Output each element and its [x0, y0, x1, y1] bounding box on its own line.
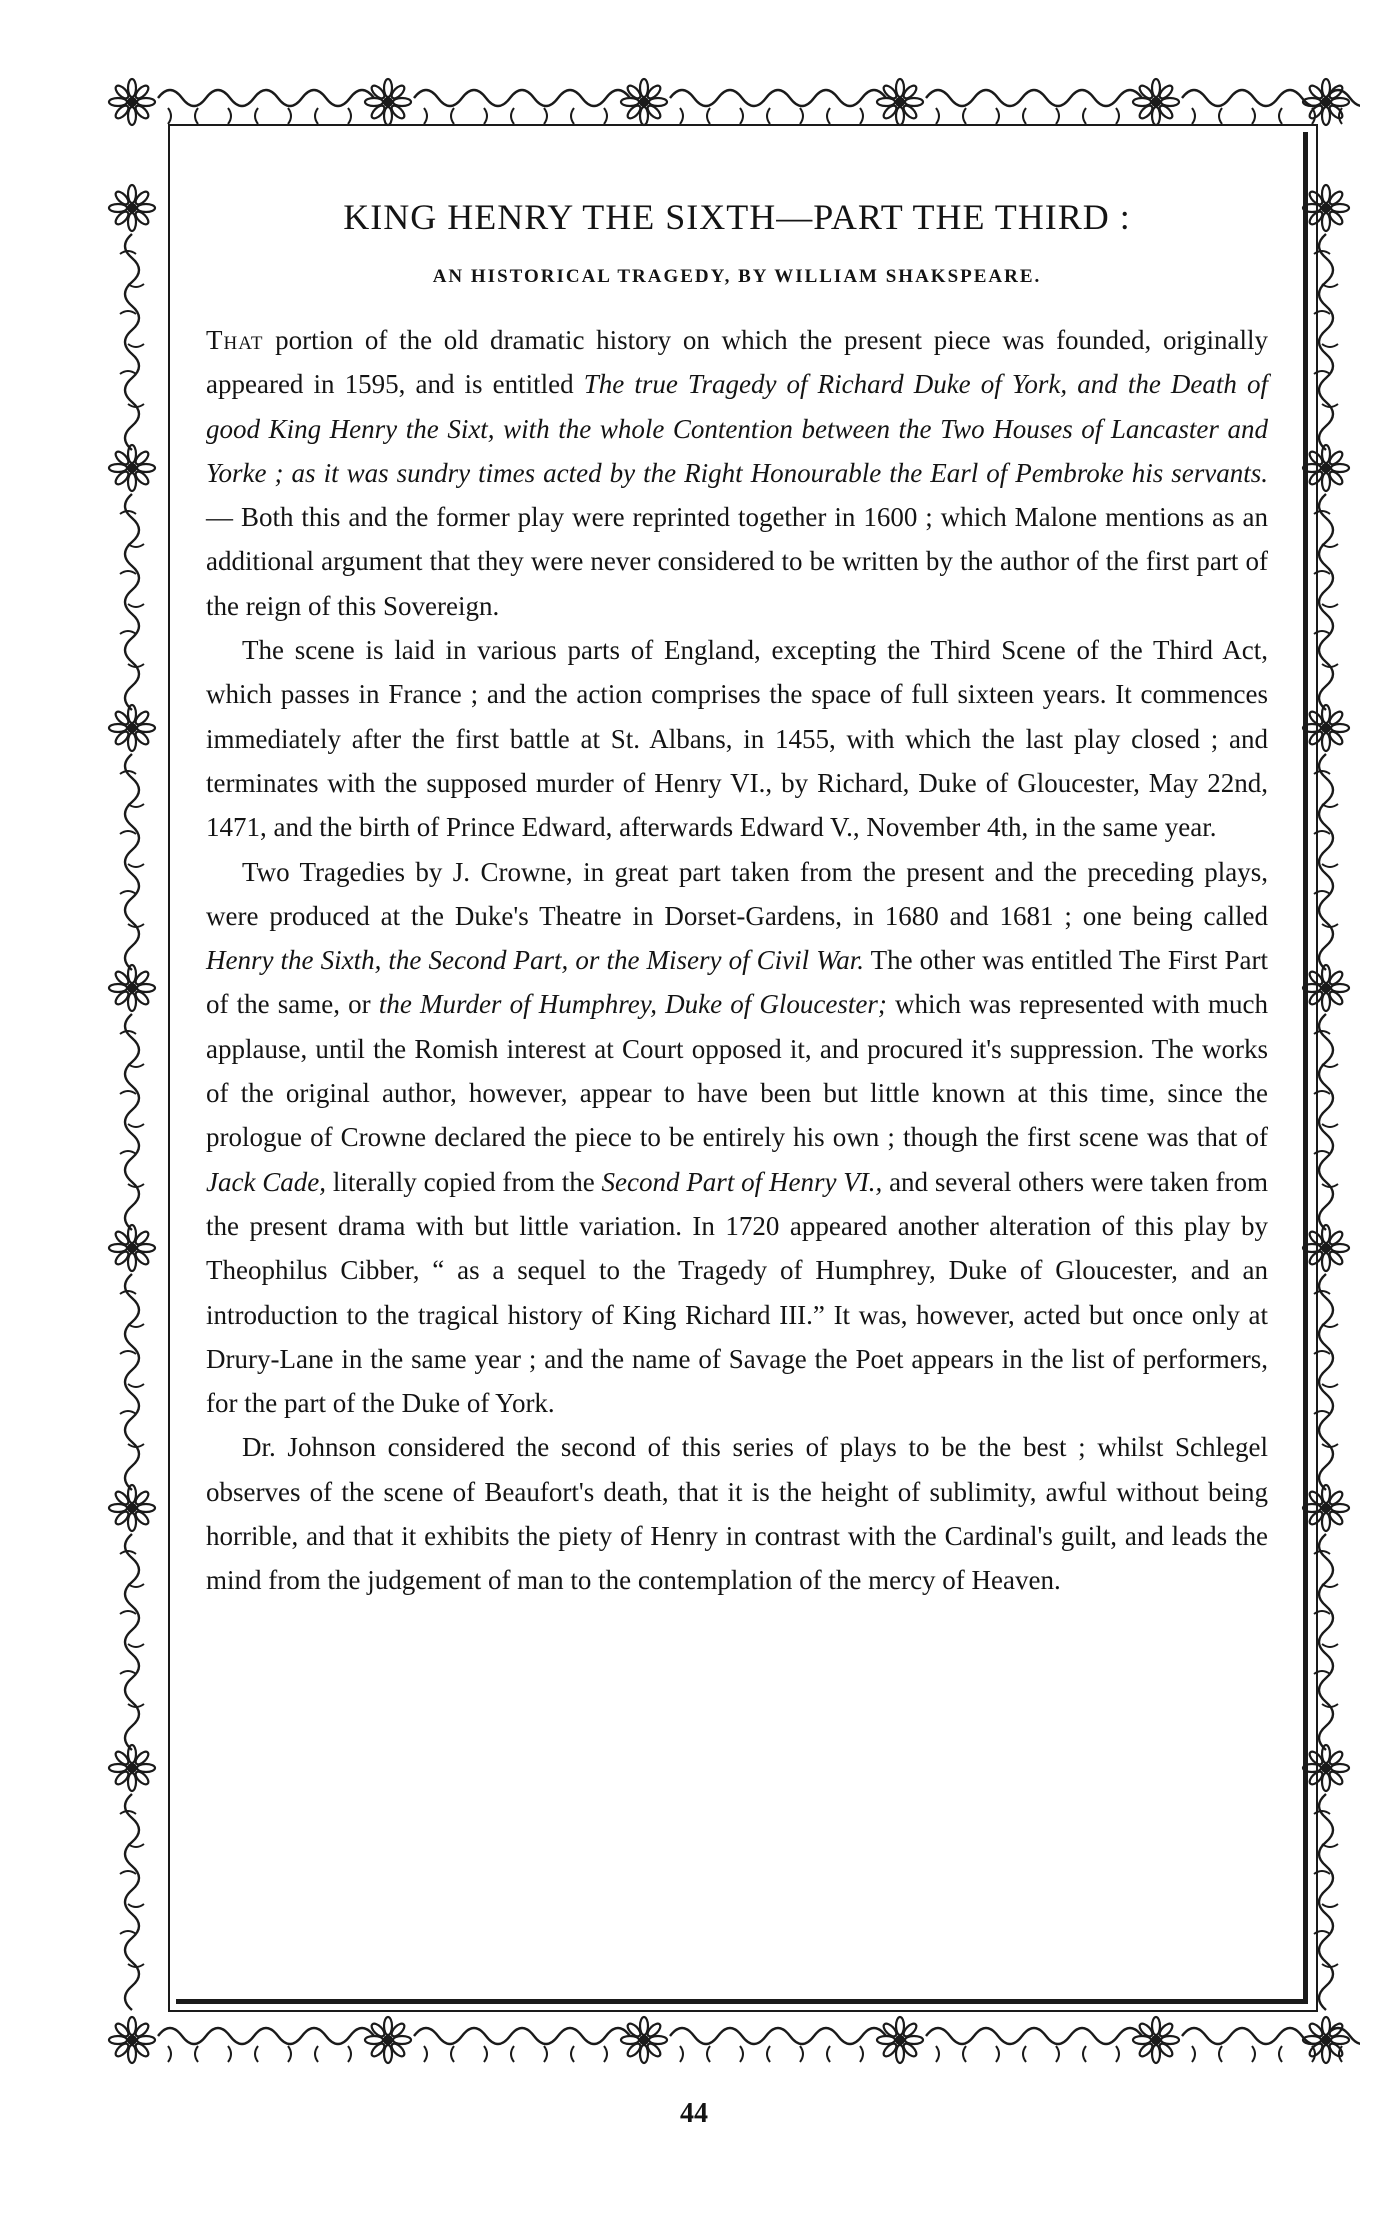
- paragraph-1-text-a: portion of the old dramatic history on which the present piece was founded, originally appeared in 1595, and is entitled: [206, 325, 1268, 400]
- paragraph-3-italic-b: the Murder of Humphrey, Duke of Gloucester;: [378, 989, 887, 1020]
- page-number: 44: [680, 2098, 708, 2129]
- paragraph-3-text-a: Two Tragedies by J. Crowne, in great part taken from the present and the preceding plays, were produced at the Duke's Theatre in Dorset-Gardens, in 1680 and 1681 ; one being called: [206, 856, 1268, 931]
- paragraph-4: Dr. Johnson considered the second of this series of plays to be the best ; whilst Schlegel observes of the scene of Beaufort's death, that it is the height of sublimity, awful without being horrible, and that it exhibits the piety of Henry in contrast with the Cardinal's guilt, and leads the mind from the judgement of man to the contemplation of the mercy of Heaven.: [206, 1432, 1268, 1596]
- rosette-scroll-border-icon: [98, 68, 166, 2074]
- text-block: [206, 196, 1268, 1603]
- paragraph-1-italic-title: The true Tragedy of Richard Duke of York, and the Death of good King Henry the Sixt, with the whole Contention between the Two Houses of Lancaster and Yorke ; as it was sundry times acted by the Right Honourable the Earl of Pembroke his servants.: [206, 369, 1268, 488]
- paragraph-3-italic-a: Henry the Sixth, the Second Part, or the Misery of Civil War.: [206, 945, 865, 976]
- paragraph-3-text-c: which was represented with much applause, until the Romish interest at Court opposed it, and procured it's suppression. The works of the original author, however, appear to have been but little known at this time, since the prologue of Crowne declared the piece to be entirely his own ; though the first scene was that of: [206, 989, 1269, 1153]
- paragraph-3-text-d: literally copied from the: [326, 1166, 602, 1197]
- paragraph-3-italic-c: Jack Cade,: [206, 1166, 327, 1197]
- paragraph-1-opening-word: That: [206, 325, 264, 355]
- ornamental-border-left: [98, 68, 166, 2074]
- paragraph-1-text-b: — Both this and the former play were reprinted together in 1600 ; which Malone mentions as an additional argument that they were never considered to be written by the author of the first part of the reign of this Sovereign.: [206, 502, 1268, 621]
- paragraph-3-text-b: The other was entitled The First Part of the same, or: [206, 945, 1268, 1020]
- play-title: KING HENRY THE SIXTH—PART THE THIRD :: [343, 197, 1131, 237]
- ornamental-border-bottom: [98, 2006, 1360, 2074]
- paragraph-1: [206, 318, 1268, 628]
- paragraph-3: [206, 850, 1268, 1426]
- paragraph-3-italic-d: Second Part of Henry VI.,: [601, 1166, 883, 1197]
- play-subtitle: AN HISTORICAL TRAGEDY, BY WILLIAM SHAKSPEARE.: [432, 266, 1042, 287]
- paragraph-3-text-e: and several others were taken from the present drama with but little variation. In 1720 appeared another alteration of this play by Theophilus Cibber, “ as a sequel to the Tragedy of Humphrey, Duke of Gloucester, and an introduction to the tragical history of King Richard III.” It was, however, acted but once only at Drury-Lane in the same year ; and the name of Savage the Poet appears in the list of performers, for the part of the Duke of York.: [206, 1166, 1268, 1419]
- paragraph-2: The scene is laid in various parts of England, excepting the Third Scene of the Third Act, which passes in France ; and the action comprises the space of full sixteen years. It commences immediately after the first battle at St. Albans, in 1455, with which the last play closed ; and terminates with the supposed murder of Henry VI., by Richard, Duke of Gloucester, May 22nd, 1471, and the birth of Prince Edward, afterwards Edward V., November 4th, in the same year.: [206, 635, 1268, 843]
- rosette-scroll-border-icon: [98, 2006, 1360, 2074]
